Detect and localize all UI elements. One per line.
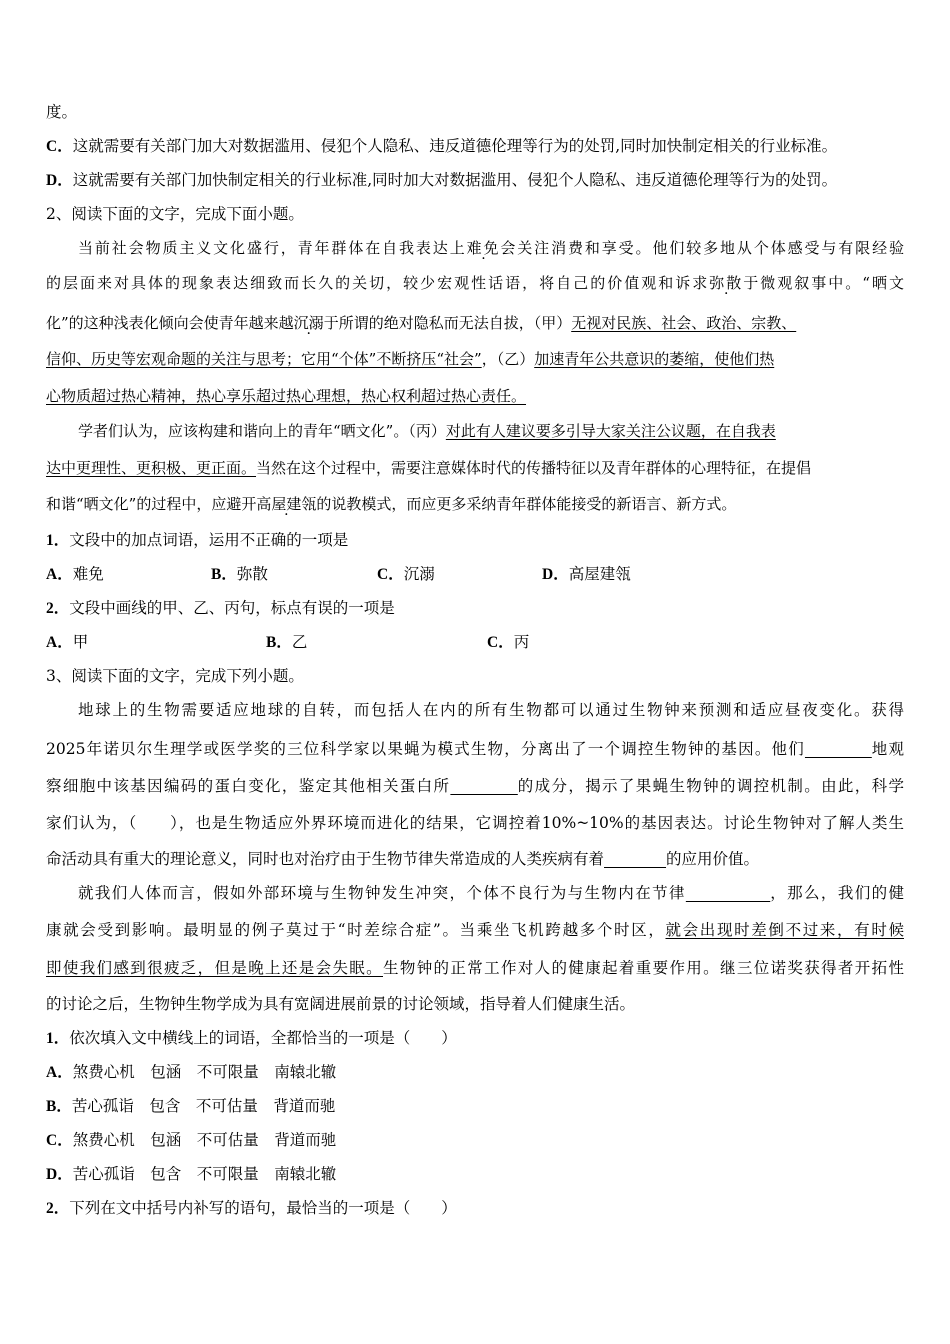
text: 2025年诺贝尔生理学或医学奖的三位科学家以果蝇为模式生物，分离出了一个调控生物钟的基因。他们 bbox=[46, 740, 805, 758]
blank-3[interactable] bbox=[604, 850, 666, 868]
underlined-sentence-bing: 对此有人建议要多引导大家关注公议题，在自我表 bbox=[445, 422, 776, 440]
prev-tail: 度。 bbox=[46, 103, 78, 121]
passage-line bbox=[46, 958, 904, 978]
passage-line bbox=[46, 739, 904, 759]
question-2 bbox=[46, 1198, 904, 1219]
underlined-sentence-yi: 加速青年公共意识的萎缩，使他们热 bbox=[534, 350, 775, 368]
text: 的成分，揭示了果蝇生物钟的调控机制。由此，科学 bbox=[517, 777, 904, 795]
dotted-word: 难免 bbox=[466, 239, 501, 257]
text: 化”的这种浅表化倾向会使青年越来越 bbox=[46, 314, 294, 332]
option-a[interactable]: A．难免 bbox=[46, 565, 104, 583]
underlined-sentence-jia: 信仰、历史等宏观命题的关注与思考；它用“个体”不断挤压“社会” bbox=[46, 350, 482, 368]
passage-line bbox=[46, 920, 904, 940]
underlined-sentence-bing: 达中更理性、更积极、更正面。 bbox=[46, 459, 257, 477]
text: 地观 bbox=[871, 740, 904, 758]
dotted-word: 沉溺 bbox=[293, 314, 324, 332]
text: 当前社会物质主义文化盛行，青年群体在自我表达上 bbox=[78, 239, 467, 257]
underlined-sentence-yi: 心物质超过热心精神，热心享乐超过热心理想，热心权利超过热心责任。 bbox=[46, 387, 527, 405]
option-d[interactable]: D．苦心孤诣 包含 不可限量 南辕北辙 bbox=[46, 1165, 337, 1183]
option-text: 这就需要有关部门加快制定相关的行业标准,同时加大对数据滥用、侵犯个人隐私、违反道德伦理等行为的处罚。 bbox=[72, 171, 838, 189]
question-text: 文段中的加点词语，运用不正确的一项是 bbox=[69, 531, 349, 549]
text: 学者们认为，应该构建和谐向上的青年“晒文化”。（丙） bbox=[78, 422, 446, 440]
section-2-heading: 2、阅读下面的文字，完成下面小题。 bbox=[46, 205, 304, 223]
question-1 bbox=[46, 1028, 904, 1049]
passage-line bbox=[46, 776, 904, 796]
passage-line: 地球上的生物需要适应地球的自转，而包括人在内的所有生物都可以通过生物钟来预测和适应昼夜变化。获得 bbox=[78, 701, 904, 719]
text: 命活动具有重大的理论意义，同时也对治疗由于生物节律失常造成的人类疾病有着 bbox=[46, 850, 605, 868]
text: 的应用价值。 bbox=[666, 850, 760, 868]
underlined-sentence: 就会出现时差倒不过来，有时候 bbox=[665, 921, 904, 939]
option-label: C． bbox=[46, 138, 73, 155]
question-text: 下列在文中括号内补写的语句，最恰当的一项是（ ） bbox=[69, 1199, 457, 1217]
question-number: 1． bbox=[46, 1030, 70, 1047]
text: 的层面来对具体的现象表达细致而长久的关切，较少宏观性话语，将自己的价值观和诉求 bbox=[46, 274, 710, 292]
text: 察细胞中该基因编码的蛋白变化，鉴定其他相关蛋白所 bbox=[46, 777, 451, 795]
question-text: 依次填入文中横线上的词语，全都恰当的一项是（ ） bbox=[69, 1029, 457, 1047]
text: 会关注消费和享受。他们较多地从个体感受与有限经验 bbox=[500, 239, 904, 257]
text: 就我们人体而言，假如外部环境与生物钟发生冲突，个体不良行为与生物内在节律 bbox=[78, 884, 686, 902]
blank-2[interactable] bbox=[450, 777, 517, 795]
option-text: 这就需要有关部门加大对数据滥用、侵犯个人隐私、违反道德伦理等行为的处罚,同时加快制定相关的行业标准。 bbox=[72, 137, 838, 155]
dotted-word: 高屋建瓴 bbox=[256, 495, 317, 513]
question-1 bbox=[46, 530, 904, 551]
blank-1[interactable] bbox=[805, 740, 872, 758]
passage-line bbox=[46, 313, 904, 333]
option-d[interactable]: D．高屋建瓴 bbox=[542, 565, 631, 583]
text: 康就会受到影响。最明显的例子莫过于“时差综合症”。当乘坐飞机跨越多个时区， bbox=[46, 921, 666, 939]
passage-line bbox=[46, 494, 904, 514]
option-b[interactable]: B．弥散 bbox=[211, 565, 268, 583]
passage-line: 家们认为，（ ），也是生物适应外界环境而进化的结果，它调控着10%~10%的基因表达。讨论生物钟对了解人类生 bbox=[46, 814, 904, 832]
underlined-sentence-jia: 无视对民族、社会、政治、宗教、 bbox=[571, 314, 797, 332]
dotted-word: 弥散 bbox=[709, 274, 744, 292]
blank-4[interactable] bbox=[686, 884, 770, 902]
text: 和谐“晒文化”的过程中，应避开 bbox=[46, 495, 257, 513]
text: 当然在这个过程中，需要注意媒体时代的传播特征以及青年群体的心理特征，在提倡 bbox=[256, 459, 812, 477]
option-b[interactable]: B．乙 bbox=[266, 633, 308, 651]
passage-line bbox=[46, 238, 904, 258]
passage-line bbox=[46, 386, 904, 406]
text: 的说教模式，而应更多采纳青年群体能接受的新语言、新方式。 bbox=[316, 495, 737, 513]
text: ，（乙） bbox=[481, 350, 535, 368]
underlined-sentence: 即使我们感到很疲乏，但是晚上还是会失眠。 bbox=[46, 959, 383, 977]
passage-line bbox=[46, 349, 904, 369]
text: 生物钟的正常工作对人的健康起着重要作用。继三位诺奖获得者开拓性 bbox=[383, 959, 904, 977]
text: ，那么，我们的健 bbox=[770, 884, 904, 902]
question-number: 2． bbox=[46, 1200, 70, 1217]
text: 于所谓的绝对隐私而无法自拔，（甲） bbox=[323, 314, 572, 332]
option-label: D． bbox=[46, 172, 73, 189]
option-b[interactable]: B．苦心孤诣 包含 不可估量 背道而驰 bbox=[46, 1097, 336, 1115]
section-3-heading: 3、阅读下面的文字，完成下列小题。 bbox=[46, 667, 304, 685]
question-text: 文段中画线的甲、乙、丙句，标点有误的一项是 bbox=[69, 599, 395, 617]
option-c[interactable]: C．丙 bbox=[487, 633, 530, 651]
option-c[interactable]: C．沉溺 bbox=[377, 565, 435, 583]
passage-line bbox=[46, 458, 904, 478]
passage-line bbox=[46, 273, 904, 293]
option-a[interactable]: A．甲 bbox=[46, 633, 89, 651]
option-a[interactable]: A．煞费心机 包涵 不可限量 南辕北辙 bbox=[46, 1063, 337, 1081]
question-number: 1． bbox=[46, 532, 70, 549]
option-c bbox=[46, 136, 904, 157]
option-c[interactable]: C．煞费心机 包涵 不可估量 背道而驰 bbox=[46, 1131, 337, 1149]
question-2 bbox=[46, 598, 904, 619]
passage-line bbox=[46, 421, 904, 441]
passage-line bbox=[46, 849, 904, 869]
question-number: 2． bbox=[46, 600, 70, 617]
option-d bbox=[46, 170, 904, 191]
passage-line bbox=[46, 883, 904, 903]
passage-line: 的讨论之后，生物钟生物学成为具有宽阔进展前景的讨论领域，指导着人们健康生活。 bbox=[46, 995, 636, 1013]
text: 于微观叙事中。“晒文 bbox=[743, 274, 904, 292]
